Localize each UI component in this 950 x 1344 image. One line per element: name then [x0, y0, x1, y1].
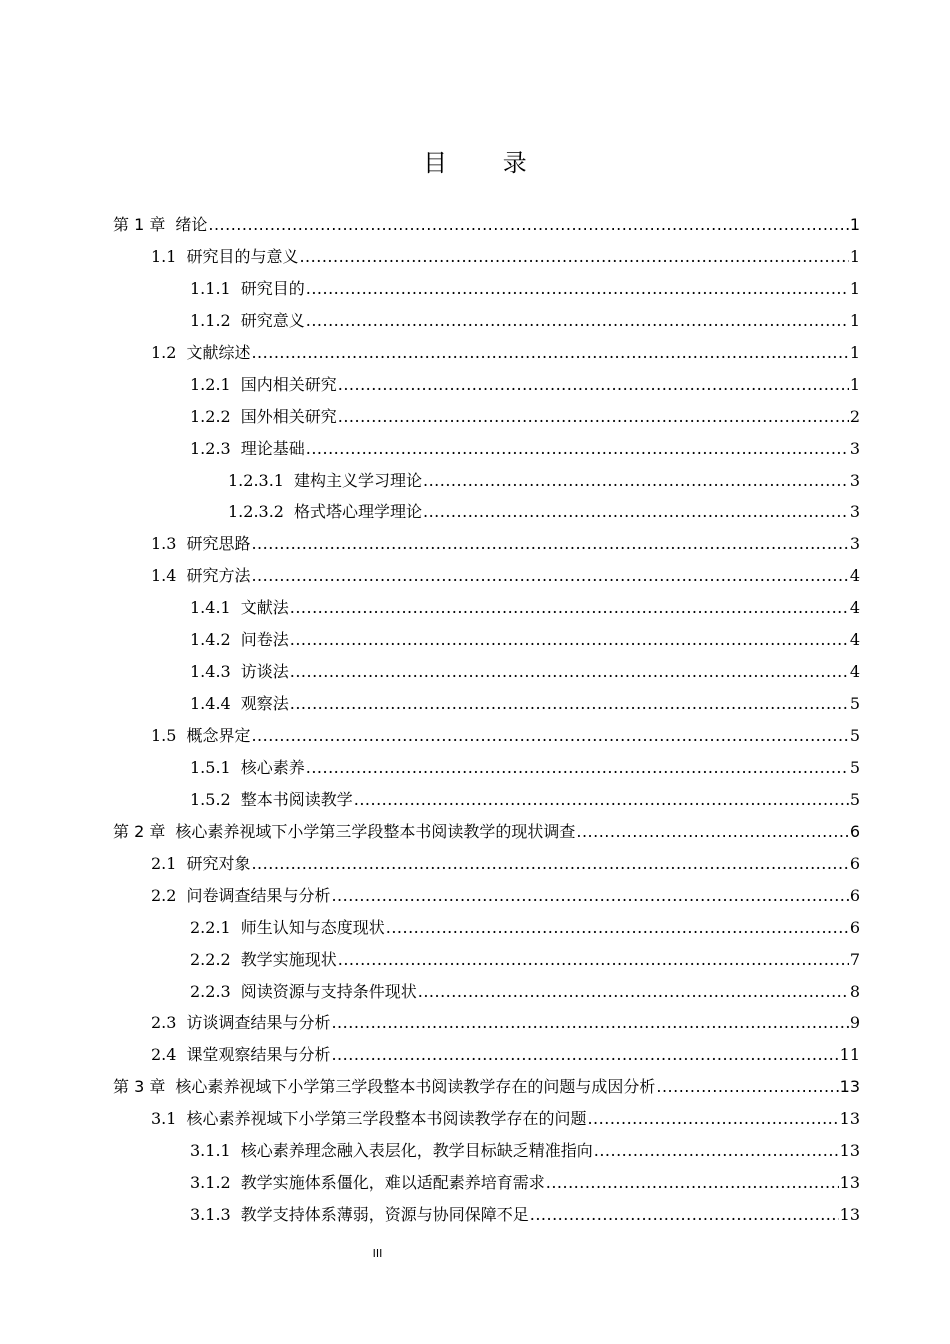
toc-entry-number: 1.2.1 [190, 374, 231, 394]
toc-entry-title: 教学支持体系薄弱，资源与协同保障不足 [240, 1205, 529, 1225]
toc-entry[interactable] [113, 1007, 860, 1039]
toc-dot-leader [299, 241, 848, 273]
toc-entry-title: 课堂观察结果与分析 [186, 1045, 331, 1065]
toc-dot-leader [306, 752, 849, 784]
toc-entry-title: 研究方法 [186, 566, 251, 586]
toc-dot-leader [418, 976, 849, 1008]
toc-entry-title: 核心素养 [240, 757, 305, 777]
toc-entry-title: 核心素养视域下小学第三学段整本书阅读教学的现状调查 [175, 821, 576, 841]
toc-entry-number: 第 2 章 [113, 821, 166, 841]
toc-entry-page: 6 [849, 917, 860, 937]
toc-dot-leader [576, 816, 848, 848]
toc-entry-number: 2.4 [151, 1045, 177, 1065]
toc-entry[interactable] [113, 241, 860, 273]
toc-entry-page: 3 [849, 470, 860, 490]
toc-entry-title: 师生认知与态度现状 [240, 917, 385, 937]
toc-entry-number: 2.3 [151, 1013, 177, 1033]
toc-dot-leader [354, 784, 849, 816]
toc-entry-page: 5 [849, 726, 860, 745]
toc-dot-leader [306, 433, 849, 465]
toc-entry[interactable] [113, 816, 860, 848]
toc-entry-number: 3.1 [151, 1109, 177, 1129]
toc-entry[interactable] [113, 1039, 860, 1071]
toc-entry-page: 4 [849, 566, 860, 586]
toc-entry[interactable] [113, 1199, 860, 1231]
toc-entry-title: 国外相关研究 [240, 406, 337, 426]
toc-dot-leader [331, 1039, 838, 1071]
toc-entry-title: 研究目的 [240, 278, 305, 298]
toc-entry-number: 1.5.2 [190, 789, 231, 809]
toc-entry-page: 2 [849, 406, 860, 426]
toc-entry-number: 1.2.3.1 [228, 470, 284, 490]
toc-entry-page: 3 [849, 502, 860, 522]
toc-entry-page: 4 [849, 630, 860, 650]
toc-dot-leader [423, 465, 849, 497]
toc-entry-number: 1.5 [151, 726, 177, 745]
toc-entry[interactable] [113, 528, 860, 560]
toc-entry-title: 访谈调查结果与分析 [186, 1013, 331, 1033]
toc-entry-page: 6 [849, 885, 860, 905]
toc-dot-leader [290, 592, 849, 624]
toc-entry-title: 文献综述 [186, 342, 251, 362]
toc-entry-title: 核心素养理念融入表层化，教学目标缺乏精准指向 [240, 1141, 593, 1161]
toc-entry-page: 11 [839, 1045, 860, 1065]
toc-entry-number: 1.1.2 [190, 310, 231, 330]
toc-dot-leader [290, 624, 849, 656]
toc-entry[interactable] [113, 976, 860, 1008]
toc-entry[interactable] [113, 496, 860, 528]
toc-entry-page: 13 [839, 1109, 860, 1129]
toc-dot-leader [338, 944, 849, 976]
toc-entry[interactable] [113, 1167, 860, 1199]
toc-entry-page: 13 [839, 1077, 860, 1097]
toc-entry-page: 5 [849, 694, 860, 714]
toc-entry-title: 教学实施现状 [240, 949, 337, 969]
toc-entry-title: 阅读资源与支持条件现状 [240, 981, 417, 1001]
toc-entry[interactable] [113, 688, 860, 720]
toc-entry-page: 4 [849, 662, 860, 682]
toc-entry-page: 7 [849, 949, 860, 969]
table-of-contents [113, 209, 860, 1231]
toc-entry[interactable] [113, 273, 860, 305]
toc-entry[interactable] [113, 752, 860, 784]
toc-entry[interactable] [113, 848, 860, 880]
toc-entry[interactable] [113, 1103, 860, 1135]
toc-dot-leader [594, 1135, 839, 1167]
toc-entry-page: 5 [849, 789, 860, 809]
toc-dot-leader [530, 1199, 839, 1231]
toc-entry-number: 2.2.1 [190, 917, 231, 937]
toc-entry-title: 观察法 [240, 694, 289, 714]
toc-entry-number: 1.1 [151, 246, 177, 266]
toc-entry-number: 1.2.3 [190, 438, 231, 458]
toc-entry-number: 第 1 章 [113, 215, 166, 234]
toc-entry-title: 研究意义 [240, 310, 305, 330]
toc-entry-title: 研究目的与意义 [186, 246, 299, 266]
toc-dot-leader [208, 209, 848, 241]
toc-entry-number: 2.2.3 [190, 981, 231, 1001]
toc-entry-page: 13 [839, 1173, 860, 1193]
toc-dot-leader [251, 848, 848, 880]
toc-entry-title: 建构主义学习理论 [293, 470, 422, 490]
toc-entry-number: 1.4.1 [190, 598, 231, 618]
toc-entry[interactable] [113, 944, 860, 976]
toc-entry-number: 1.4.2 [190, 630, 231, 650]
toc-entry[interactable] [113, 433, 860, 465]
toc-entry[interactable] [113, 880, 860, 912]
toc-dot-leader [251, 560, 848, 592]
toc-dot-leader [386, 912, 849, 944]
toc-entry-title: 研究思路 [186, 534, 251, 554]
toc-entry-title: 格式塔心理学理论 [293, 502, 422, 522]
toc-entry-page: 1 [849, 278, 860, 298]
toc-entry-number: 1.4.3 [190, 662, 231, 682]
toc-entry[interactable] [113, 337, 860, 369]
toc-dot-leader [251, 337, 848, 369]
toc-dot-leader [331, 880, 848, 912]
toc-dot-leader [306, 273, 849, 305]
page-number: III [372, 1247, 383, 1260]
toc-entry-number: 第 3 章 [113, 1077, 166, 1097]
toc-entry-title: 整本书阅读教学 [240, 789, 353, 809]
toc-dot-leader [290, 656, 849, 688]
toc-entry[interactable] [113, 209, 860, 241]
toc-entry[interactable] [113, 1135, 860, 1167]
toc-entry-number: 1.5.1 [190, 757, 231, 777]
toc-entry[interactable] [113, 401, 860, 433]
toc-entry-title: 访谈法 [240, 662, 289, 682]
toc-entry[interactable] [113, 369, 860, 401]
toc-entry-number: 1.2 [151, 342, 177, 362]
toc-entry[interactable] [113, 720, 860, 752]
toc-dot-leader [338, 369, 849, 401]
toc-entry-page: 13 [839, 1205, 860, 1225]
toc-entry[interactable] [113, 560, 860, 592]
toc-entry-page: 6 [849, 821, 860, 841]
toc-entry-number: 3.1.3 [190, 1205, 231, 1225]
toc-entry[interactable] [113, 624, 860, 656]
toc-entry-title: 概念界定 [186, 726, 251, 745]
toc-entry-page: 5 [849, 757, 860, 777]
toc-entry-number: 3.1.2 [190, 1173, 231, 1193]
toc-entry-title: 核心素养视域下小学第三学段整本书阅读教学存在的问题 [186, 1109, 587, 1129]
toc-entry-number: 1.2.2 [190, 406, 231, 426]
toc-entry-number: 2.2.2 [190, 949, 231, 969]
toc-dot-leader [251, 528, 848, 560]
toc-entry-title: 国内相关研究 [240, 374, 337, 394]
toc-entry-title: 教学实施体系僵化，难以适配素养培育需求 [240, 1173, 545, 1193]
toc-entry-page: 8 [849, 981, 860, 1001]
toc-entry-title: 问卷法 [240, 630, 289, 650]
toc-entry-title: 核心素养视域下小学第三学段整本书阅读教学存在的问题与成因分析 [175, 1077, 656, 1097]
toc-entry[interactable] [113, 305, 860, 337]
toc-dot-leader [546, 1167, 839, 1199]
toc-entry[interactable] [113, 784, 860, 816]
toc-entry-number: 1.4 [151, 566, 177, 586]
toc-entry-title: 绪论 [175, 215, 208, 234]
toc-entry-page: 3 [849, 534, 860, 554]
toc-entry-page: 1 [849, 215, 860, 234]
toc-entry-title: 研究对象 [186, 853, 251, 873]
toc-entry[interactable] [113, 912, 860, 944]
toc-entry-number: 1.4.4 [190, 694, 231, 714]
toc-entry-number: 1.2.3.2 [228, 502, 284, 522]
toc-entry[interactable] [113, 592, 860, 624]
page-title: 目 录 [423, 149, 551, 177]
toc-entry-number: 1.1.1 [190, 278, 231, 298]
toc-entry-page: 1 [849, 310, 860, 330]
toc-dot-leader [251, 720, 848, 752]
toc-entry[interactable] [113, 1071, 860, 1103]
toc-entry[interactable] [113, 465, 860, 497]
toc-entry-number: 3.1.1 [190, 1141, 231, 1161]
toc-entry-number: 2.2 [151, 885, 177, 905]
toc-dot-leader [423, 496, 849, 528]
toc-entry-number: 2.1 [151, 853, 177, 873]
toc-dot-leader [290, 688, 849, 720]
toc-entry[interactable] [113, 656, 860, 688]
toc-dot-leader [338, 401, 849, 433]
toc-entry-title: 问卷调查结果与分析 [186, 885, 331, 905]
toc-entry-page: 9 [849, 1013, 860, 1033]
toc-dot-leader [587, 1103, 838, 1135]
toc-entry-number: 1.3 [151, 534, 177, 554]
toc-entry-page: 1 [849, 342, 860, 362]
toc-dot-leader [656, 1071, 838, 1103]
toc-entry-page: 4 [849, 598, 860, 618]
toc-dot-leader [306, 305, 849, 337]
toc-entry-page: 6 [849, 853, 860, 873]
toc-entry-page: 3 [849, 438, 860, 458]
toc-dot-leader [331, 1007, 848, 1039]
toc-entry-title: 理论基础 [240, 438, 305, 458]
toc-entry-title: 文献法 [240, 598, 289, 618]
toc-entry-page: 1 [849, 374, 860, 394]
toc-entry-page: 13 [839, 1141, 860, 1161]
toc-entry-page: 1 [849, 246, 860, 266]
